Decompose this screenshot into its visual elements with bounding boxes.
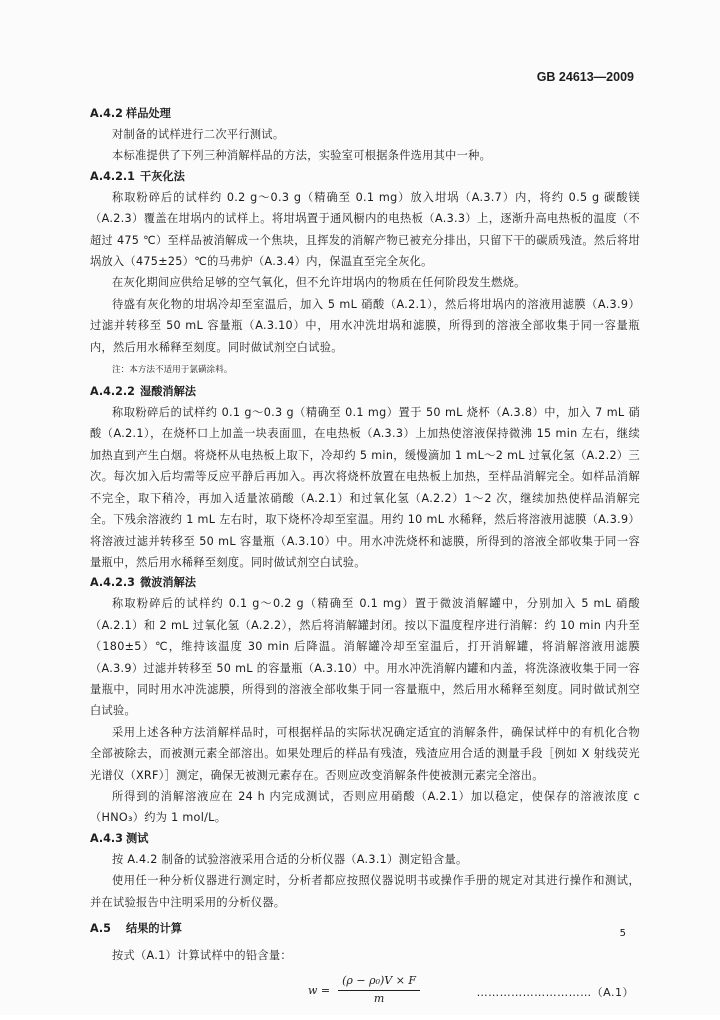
section-number: A.4.2.3 <box>90 576 135 590</box>
section-number: A.4.3 <box>90 831 123 845</box>
paragraph: 按 A.4.2 制备的试验溶液采用合适的分析仪器（A.3.1）测定铅含量。 <box>112 852 468 866</box>
paragraph: 按式（A.1）计算试样中的铅含量： <box>112 949 292 962</box>
section-heading-a43 <box>90 829 640 849</box>
section-heading-a5 <box>90 919 640 939</box>
paragraph: 称取粉碎后的试样约 0.2 g～0.3 g（精确至 0.1 mg）放入坩埚（A.3.7）内，将约 0.5 g 碳酸镁（A.2.3）覆盖在坩埚内的试样上。将坩埚置于通风橱内的电热板（A.3.3）上，逐渐升高电热板的温度（不超过 475 ℃）至样品被消解成一个焦块，且挥发的消解产物已被充分排出，只留下干的碳质残渣。然后将坩埚放入（475±25）℃的马弗炉（A.3.4）内，保温直至完全灰化。 <box>90 190 640 269</box>
standard-number: GB 24613—2009 <box>536 70 634 84</box>
section-title: 结果的计算 <box>126 922 182 935</box>
paragraph: 所得到的消解溶液应在 24 h 内完成测试，否则应用硝酸（A.2.1）加以稳定，使保存的溶液浓度 c（HNO₃）约为 1 mol/L。 <box>90 789 640 825</box>
section-title: 干灰化法 <box>140 169 185 183</box>
paragraph: 待盛有灰化物的坩埚冷却至室温后，加入 5 mL 硝酸（A.2.1），然后将坩埚内的溶液用滤膜（A.3.9）过滤并转移至 50 mL 容量瓶（A.3.10）中，用水冲洗坩埚和滤膜，所得到的溶液全部收集于同一容量瓶内，然后用水稀释至刻度。同时做试剂空白试验。 <box>90 297 640 354</box>
formula-denominator: m <box>373 992 385 1006</box>
section-number: A.4.2.1 <box>90 169 135 183</box>
section-heading-a42 <box>90 104 640 124</box>
paragraph: 本标准提供了下列三种消解样品的方法，实验室可根据条件选用其中一种。 <box>112 149 492 163</box>
section-title: 湿酸消解法 <box>140 385 196 399</box>
section-title: 样品处理 <box>126 107 171 120</box>
paragraph: 称取粉碎后的试样约 0.1 g～0.3 g（精确至 0.1 mg）置于 50 mL 烧杯（A.3.8）中，加入 7 mL 硝酸（A.2.1），在烧杯口上加盖一块表面皿，在电热板（A.3.3）上加热使溶液保持微沸 15 min 左右，继续加热直到产生白烟。将烧杯从电热板上取下，冷却约 5 min，缓慢滴加 1 mL～2 mL 过氧化氢（A.2.2）三次。每次加入后均需等反应平静后再加入。再次将烧杯放置在电热板上加热，至样品消解完全。如样品消解不完全，取下稍冷，再加入适量浓硝酸（A.2.1）和过氧化氢（A.2.2）1～2 次，继续加热使样品消解完全。下残余溶液约 1 mL 左右时，取下烧杯冷却至室温。用约 10 mL 水稀释，然后将溶液用滤膜（A.3.9）将溶液过滤并转移至 50 mL 容量瓶（A.3.10）中。用水冲洗烧杯和滤膜，所得到的溶液全部收集于同一容量瓶中，然后用水稀释至刻度。同时做试剂空白试验。 <box>90 406 640 569</box>
paragraph: 对制备的试样进行二次平行测试。 <box>112 128 285 141</box>
section-heading-a423 <box>90 573 640 593</box>
formula-fraction <box>338 974 420 1006</box>
paragraph: 在灰化期间应供给足够的空气氧化，但不允许坩埚内的物质在任何阶段发生燃烧。 <box>112 276 526 290</box>
section-title: 微波消解法 <box>140 576 196 590</box>
section-number: A.4.2.2 <box>90 385 135 399</box>
section-number: A.4.2 <box>90 107 123 120</box>
note: 注：本方法不适用于氯磺涂料。 <box>112 365 233 376</box>
section-number: A.5 <box>90 922 111 935</box>
section-heading-a422 <box>90 382 640 402</box>
section-heading-a421 <box>90 167 640 187</box>
formula-lhs: w = <box>308 983 331 997</box>
paragraph: 使用任一种分析仪器进行测定时，分析者都应按照仪器说明书或操作手册的规定对其进行操作和测试，并在试验报告中注明采用的分析仪器。 <box>90 874 640 909</box>
formula-expression <box>308 974 420 1006</box>
paragraph: 采用上述各种方法消解样品时，可根据样品的实际状况确定适宜的消解条件，确保试样中的有机化合物全部被除去，而被测元素全部溶出。如果处理后的样品有残渣，残渣应用合适的测量手段［例如 X 射线荧光光谱仪（XRF）］测定，确保无被测元素存在。否则应改变消解条件使被测元素完全溶出。 <box>90 725 640 782</box>
paragraph: 称取粉碎后的试样约 0.1 g～0.2 g（精确至 0.1 mg）置于微波消解罐中，分别加入 5 mL 硝酸（A.2.1）和 2 mL 过氧化氢（A.2.2），然后将消解罐封闭。按以下温度程序进行消解：约 10 min 内升至（180±5）℃，维持该温度 30 min 后降温。消解罐冷却至室温后，打开消解罐，将消解溶液用滤膜（A.3.9）过滤并转移至 50 mL 的容量瓶（A.3.10）中。用水冲洗消解内罐和内盖，将洗涤液收集于同一容量瓶中，同时用水冲洗滤膜，所得到的溶液全部收集于同一容量瓶中，然后用水稀释至刻度。同时做试剂空白试验。 <box>90 597 640 718</box>
formula-numerator: (ρ − ρ₀)V × F <box>338 974 420 991</box>
document-body <box>90 104 640 1020</box>
page-number: 5 <box>619 928 626 939</box>
equation-number: …………………………（A.1） <box>476 986 634 1000</box>
section-title: 测试 <box>126 831 149 845</box>
formula-a1 <box>90 972 640 1020</box>
